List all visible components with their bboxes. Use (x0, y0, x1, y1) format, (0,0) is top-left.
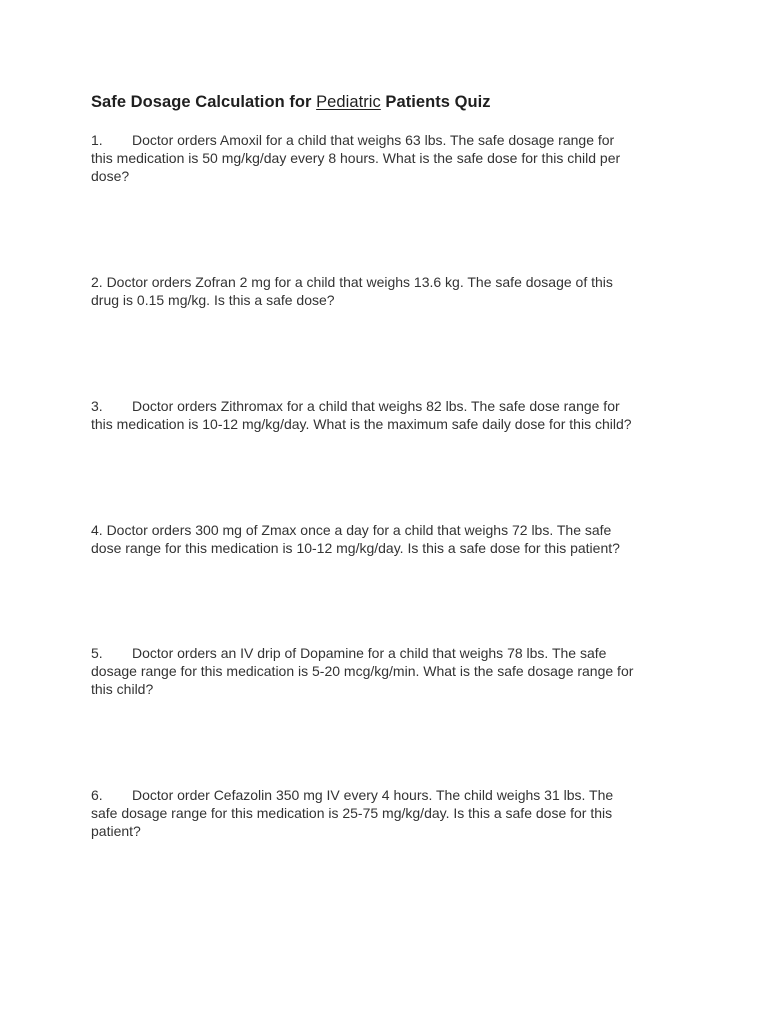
question-1-line-3: dose? (91, 168, 130, 184)
question-1 (91, 131, 691, 185)
question-6-text-1: Doctor order Cefazolin 350 mg IV every 4 hours. The child weighs 31 lbs. The (132, 787, 614, 803)
question-2-line-1: 2. Doctor orders Zofran 2 mg for a child that weighs 13.6 kg. The safe dosage of this (91, 274, 613, 290)
question-2-line-2: drug is 0.15 mg/kg. Is this a safe dose? (91, 292, 335, 308)
question-5-line-2: dosage range for this medication is 5-20 mcg/kg/min. What is the safe dosage range for (91, 663, 634, 679)
question-5-line-1 (91, 644, 691, 662)
question-3-number: 3. (91, 398, 103, 414)
question-6 (91, 786, 691, 840)
question-3-text-1: Doctor orders Zithromax for a child that weighs 82 lbs. The safe dose range for (132, 398, 620, 414)
question-1-line-1 (91, 131, 691, 149)
question-3-line-2: this medication is 10-12 mg/kg/day. What is the maximum safe daily dose for this child? (91, 416, 632, 432)
question-2 (91, 273, 691, 309)
question-6-line-3: patient? (91, 823, 141, 839)
question-4-line-1: 4. Doctor orders 300 mg of Zmax once a day for a child that weighs 72 lbs. The safe (91, 522, 612, 538)
question-1-line-2: this medication is 50 mg/kg/day every 8 hours. What is the safe dose for this child per (91, 150, 621, 166)
question-6-line-1 (91, 786, 691, 804)
question-3-line-1 (91, 397, 691, 415)
question-4-line-2: dose range for this medication is 10-12 mg/kg/day. Is this a safe dose for this patient? (91, 540, 620, 556)
question-5-line-3: this child? (91, 681, 154, 697)
title-underlined-word: Pediatric (316, 93, 381, 111)
question-6-number: 6. (91, 787, 103, 803)
question-5-text-1: Doctor orders an IV drip of Dopamine for a child that weighs 78 lbs. The safe (132, 645, 607, 661)
question-5-number: 5. (91, 645, 103, 661)
question-6-line-2: safe dosage range for this medication is 25-75 mg/kg/day. Is this a safe dose for this (91, 805, 613, 821)
question-5 (91, 644, 691, 698)
title-text-start: Safe Dosage Calculation for (91, 93, 317, 111)
question-1-text-1: Doctor orders Amoxil for a child that weighs 63 lbs. The safe dosage range for (132, 132, 615, 148)
question-4 (91, 521, 691, 557)
question-1-number: 1. (91, 132, 103, 148)
question-3 (91, 397, 691, 433)
title-text-end: Patients Quiz (380, 93, 491, 111)
page-title (91, 93, 711, 112)
